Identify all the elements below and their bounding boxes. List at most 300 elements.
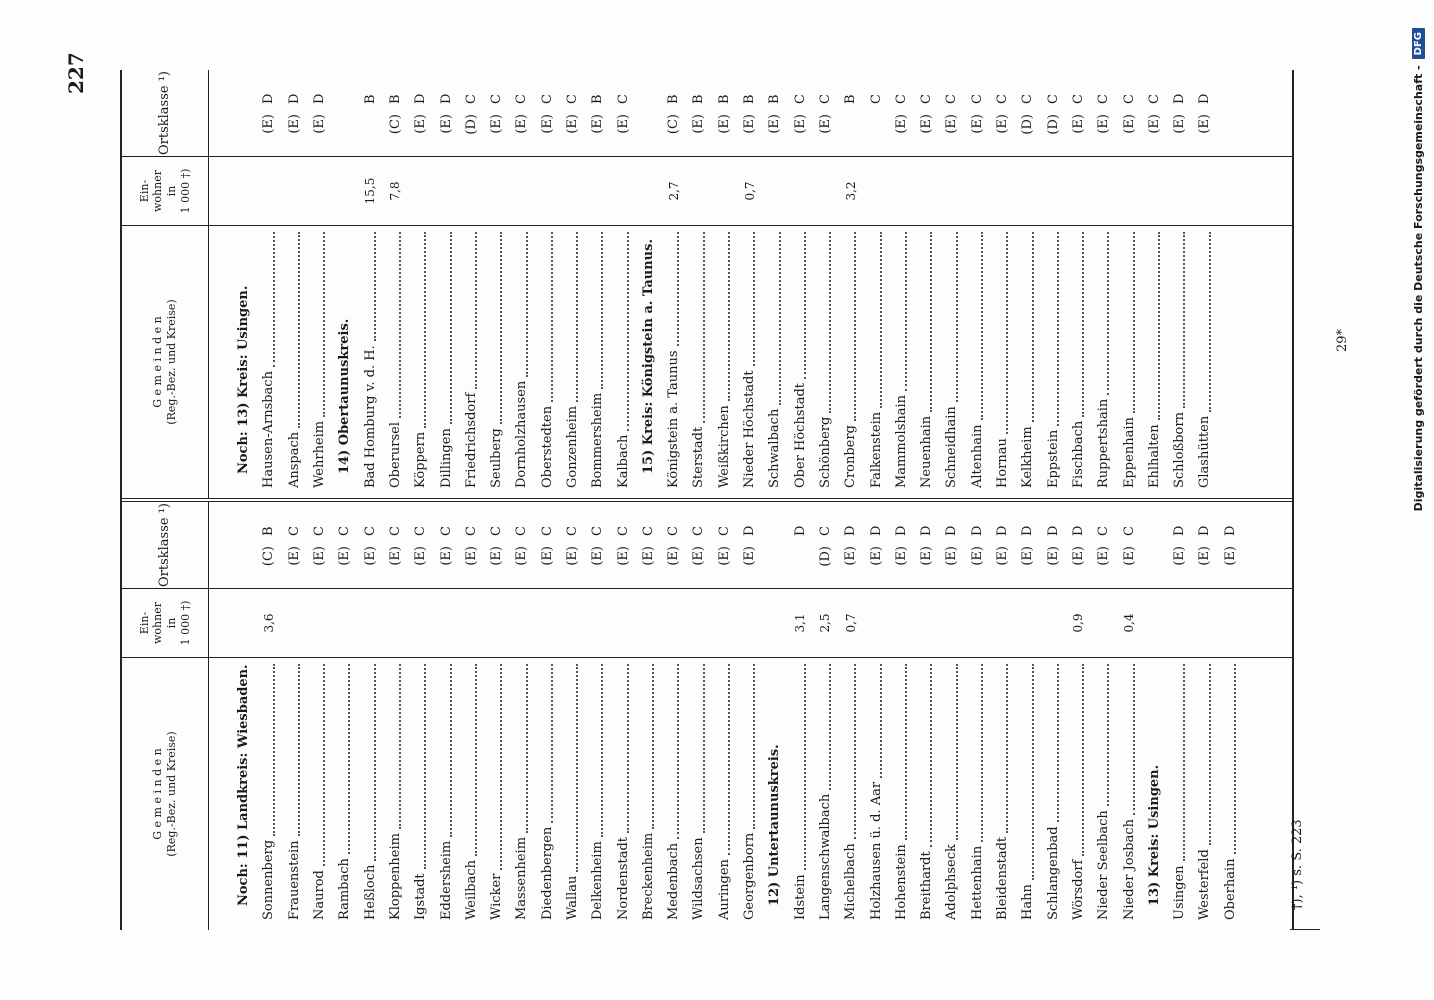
digitization-credit xyxy=(1407,0,1429,1000)
municipality-name: Hausen-Arnsbach xyxy=(261,371,277,488)
class-type: (E) xyxy=(387,546,403,566)
leader-dots xyxy=(473,232,477,389)
class-type: (E) xyxy=(615,114,631,134)
class-type: (C) xyxy=(387,114,403,135)
municipality-name-cell xyxy=(560,226,585,498)
municipality-name: Hornau xyxy=(995,438,1011,488)
class-letter: C xyxy=(337,526,353,536)
municipality-name: Dornholzhausen xyxy=(514,380,530,488)
municipality-name-cell xyxy=(788,226,813,498)
municipality-name: Breckenheim xyxy=(640,832,656,920)
leader-dots xyxy=(928,232,932,412)
right-table-header xyxy=(122,70,209,498)
municipality-name: Mammolshain xyxy=(893,394,909,488)
class-letter: C xyxy=(868,94,884,104)
right-population-column xyxy=(209,156,1292,225)
class-cell xyxy=(282,502,307,588)
municipality-name-cell xyxy=(1218,658,1243,930)
leader-dots xyxy=(1156,232,1160,420)
class-letter: C xyxy=(387,526,403,536)
municipality-name: Kalbach xyxy=(615,434,631,488)
municipality-name: Kloppenheim xyxy=(387,833,403,920)
class-letter: C xyxy=(565,526,580,536)
class-type: (E) xyxy=(312,114,328,134)
municipality-name: Eppenhain xyxy=(1121,417,1137,488)
leader-dots xyxy=(473,664,477,856)
population-cell xyxy=(459,157,484,225)
population-cell xyxy=(484,589,509,657)
class-type: (E) xyxy=(1096,546,1112,566)
header-class: Ortsklasse ¹) xyxy=(156,503,172,588)
class-cell xyxy=(939,70,964,156)
municipality-name: Holzhausen ü. d. Aar xyxy=(868,781,884,920)
class-letter: C xyxy=(792,94,808,104)
municipality-name: Neuenhain xyxy=(919,415,935,488)
municipality-name: Bleidenstadt xyxy=(995,836,1011,920)
municipality-name: Wörsdorf xyxy=(1070,859,1086,920)
population-cell xyxy=(535,589,560,657)
class-type: (E) xyxy=(312,546,328,566)
municipality-name-cell xyxy=(636,658,661,930)
municipality-name-cell xyxy=(863,226,888,498)
header-pop-line1: Ein- xyxy=(137,179,151,203)
leader-dots xyxy=(827,232,831,413)
class-letter: D xyxy=(1197,93,1213,104)
class-cell xyxy=(282,70,307,156)
leader-dots xyxy=(422,232,426,428)
section-heading-text: 15) Kreis: Königstein a. Taunus. xyxy=(640,239,656,474)
municipality-name: Westerfeld xyxy=(1197,849,1213,920)
leader-dots xyxy=(296,232,300,428)
class-type: (E) xyxy=(337,546,353,566)
leader-dots xyxy=(296,664,300,836)
municipality-name-cell xyxy=(838,226,863,498)
population-cell xyxy=(560,157,585,225)
municipality-name-cell xyxy=(965,226,990,498)
header-pop-line2: wohner xyxy=(151,170,165,212)
class-cell xyxy=(939,502,964,588)
municipality-name-cell xyxy=(788,658,813,930)
class-letter: C xyxy=(691,526,707,536)
class-cell xyxy=(762,502,787,588)
class-letter: C xyxy=(565,94,580,104)
leader-dots xyxy=(852,664,856,839)
municipality-name-cell xyxy=(585,226,610,498)
class-letter: D xyxy=(1222,525,1238,536)
class-cell xyxy=(889,70,914,156)
municipality-name: Massenheim xyxy=(514,836,530,920)
class-letter: C xyxy=(286,526,302,536)
class-letter: C xyxy=(969,94,985,104)
population-cell xyxy=(1091,589,1116,657)
class-letter: D xyxy=(312,93,328,104)
class-type: (E) xyxy=(767,114,783,134)
leader-dots xyxy=(928,664,932,847)
leader-dots xyxy=(675,664,679,839)
class-type: (E) xyxy=(1020,546,1036,566)
population-cell: 0,7 xyxy=(742,181,757,201)
population-cell xyxy=(965,157,990,225)
leader-dots xyxy=(1004,664,1008,833)
population-cell xyxy=(1066,157,1091,225)
population-cell xyxy=(686,589,711,657)
municipality-name-cell xyxy=(737,658,762,930)
municipality-name: Idstein xyxy=(792,874,808,920)
leader-dots xyxy=(1055,664,1059,822)
class-letter: C xyxy=(817,526,833,536)
credit-text: Digitalisierung gefördert durch die Deutsche Forschungsgemeinschaft - xyxy=(1411,65,1425,512)
municipality-name-cell xyxy=(661,658,686,930)
class-type: (E) xyxy=(691,546,707,566)
leader-dots xyxy=(1055,232,1059,426)
municipality-name-cell xyxy=(762,226,787,498)
class-letter: D xyxy=(843,525,859,536)
sheet-signature: 29* xyxy=(1335,328,1350,352)
class-cell xyxy=(686,502,711,588)
leader-dots xyxy=(1030,232,1034,422)
municipality-name: Köppern xyxy=(413,431,429,488)
leader-dots xyxy=(701,232,705,423)
class-cell xyxy=(661,502,686,588)
class-cell xyxy=(1192,502,1217,588)
municipality-name-cell xyxy=(1066,226,1091,498)
municipality-name-cell xyxy=(1041,658,1066,930)
class-type: (E) xyxy=(1045,546,1061,566)
class-cell xyxy=(433,502,458,588)
class-type: (E) xyxy=(463,546,479,566)
leader-dots xyxy=(625,664,629,833)
municipality-name-cell xyxy=(256,658,281,930)
header-pop-line4: 1 000 †) xyxy=(178,168,192,214)
municipality-name-cell xyxy=(433,658,458,930)
municipality-name-cell xyxy=(838,658,863,930)
class-letter: D xyxy=(919,525,935,536)
class-letter: D xyxy=(261,93,277,104)
class-letter: D xyxy=(893,525,909,536)
municipality-name-cell xyxy=(939,658,964,930)
left-table-half xyxy=(122,498,1292,930)
municipality-name-cell xyxy=(712,226,737,498)
population-cell xyxy=(686,157,711,225)
class-type: (E) xyxy=(995,114,1011,134)
municipality-name: Anspach xyxy=(286,431,302,488)
class-type: (E) xyxy=(944,114,960,134)
municipality-name-cell xyxy=(1192,226,1217,498)
population-cell xyxy=(408,157,433,225)
population-cell xyxy=(509,589,534,657)
population-cell xyxy=(231,157,256,225)
population-cell xyxy=(307,157,332,225)
municipality-name: Friedrichsdorf xyxy=(463,392,479,488)
header-name-line2: (Reg.-Bez. und Kreise) xyxy=(165,299,178,425)
dfg-logo-icon: DFG xyxy=(1412,28,1425,59)
header-name-line1: G e m e i n d e n xyxy=(151,748,165,840)
left-class-column xyxy=(209,502,1292,588)
municipality-name: Michelbach xyxy=(843,843,859,920)
class-letter: C xyxy=(539,526,555,536)
class-type: (C) xyxy=(261,546,277,567)
municipality-name-cell xyxy=(661,226,686,498)
municipality-name: Altenhain xyxy=(969,424,985,488)
class-cell xyxy=(990,70,1015,156)
header-pop-line3: in xyxy=(165,185,178,197)
population-cell xyxy=(1218,589,1243,657)
class-letter: D xyxy=(969,525,985,536)
class-type: (E) xyxy=(1197,546,1213,566)
class-cell xyxy=(408,502,433,588)
section-heading-text: 14) Obertaunuskreis. xyxy=(337,318,353,474)
leader-dots xyxy=(397,232,401,418)
class-cell xyxy=(509,502,534,588)
class-type: (E) xyxy=(590,114,606,134)
class-letter: C xyxy=(640,526,656,536)
class-letter: C xyxy=(514,526,530,536)
municipality-name: Georgenborn xyxy=(742,832,758,920)
population-cell xyxy=(889,157,914,225)
municipality-name: Hahn xyxy=(1020,884,1036,920)
class-letter: C xyxy=(514,94,530,104)
municipality-name: Wallau xyxy=(565,875,580,920)
leader-dots xyxy=(1105,664,1109,806)
header-name-line2: (Reg.-Bez. und Kreise) xyxy=(165,731,178,857)
class-cell xyxy=(509,70,534,156)
class-cell xyxy=(1015,70,1040,156)
municipality-name-cell xyxy=(1116,226,1141,498)
class-cell xyxy=(636,502,661,588)
section-heading xyxy=(636,226,661,498)
class-cell xyxy=(1116,70,1141,156)
class-letter: C xyxy=(463,94,479,104)
class-letter: B xyxy=(691,94,707,104)
municipality-name: Wehrheim xyxy=(312,420,328,488)
class-cell xyxy=(813,70,838,156)
leader-dots xyxy=(650,664,654,829)
class-type: (E) xyxy=(1172,114,1188,134)
class-letter: B xyxy=(767,94,783,104)
population-cell xyxy=(332,157,357,225)
population-cell xyxy=(1192,157,1217,225)
class-cell xyxy=(712,70,737,156)
class-type: (D) xyxy=(817,546,833,567)
municipality-name-cell xyxy=(889,226,914,498)
class-letter: D xyxy=(1045,525,1061,536)
class-cell xyxy=(1091,70,1116,156)
leader-dots xyxy=(524,232,528,377)
population-cell xyxy=(1041,157,1066,225)
class-cell xyxy=(560,502,585,588)
leader-dots xyxy=(751,232,755,366)
municipality-name-cell xyxy=(1015,658,1040,930)
class-type: (E) xyxy=(489,546,505,566)
population-cell xyxy=(990,157,1015,225)
class-cell xyxy=(383,70,408,156)
municipality-name-cell xyxy=(282,658,307,930)
municipality-name: Igstadt xyxy=(413,873,429,920)
population-cell xyxy=(1116,157,1141,225)
population-cell: 15,5 xyxy=(363,177,378,205)
right-table-half xyxy=(122,70,1292,498)
class-letter: C xyxy=(590,526,606,536)
footnote: †), ¹) s. S. 223 xyxy=(1290,819,1305,910)
municipality-name: Seulberg xyxy=(489,428,505,488)
population-cell xyxy=(712,589,737,657)
class-cell xyxy=(357,502,382,588)
municipality-name: Hettenhain xyxy=(969,845,985,920)
class-type: (E) xyxy=(640,546,656,566)
right-name-column xyxy=(209,225,1292,498)
class-type: (E) xyxy=(514,114,530,134)
population-cell xyxy=(1015,157,1040,225)
municipality-name: Oberursel xyxy=(387,422,403,488)
class-cell xyxy=(1015,502,1040,588)
class-letter: C xyxy=(1096,526,1112,536)
class-cell xyxy=(1167,70,1192,156)
class-letter: D xyxy=(1172,93,1188,104)
class-cell xyxy=(1116,502,1141,588)
class-type: (E) xyxy=(539,114,555,134)
leader-dots xyxy=(498,232,502,424)
leader-dots xyxy=(878,664,882,778)
population-cell xyxy=(1142,157,1167,225)
class-cell xyxy=(737,70,762,156)
municipality-name: Auringen xyxy=(716,859,732,920)
class-letter: C xyxy=(615,526,631,536)
municipality-name-cell xyxy=(990,226,1015,498)
leader-dots xyxy=(1131,664,1135,815)
class-cell xyxy=(1066,70,1091,156)
class-type: (E) xyxy=(1121,546,1137,566)
municipality-name: Schlangenbad xyxy=(1045,826,1061,920)
class-cell xyxy=(863,502,888,588)
header-population xyxy=(122,588,208,657)
header-class: Ortsklasse ¹) xyxy=(156,71,172,156)
leader-dots xyxy=(321,232,325,417)
class-cell xyxy=(408,70,433,156)
class-type: (E) xyxy=(1222,546,1238,566)
class-cell xyxy=(1041,70,1066,156)
municipality-name: Bommersheim xyxy=(590,392,606,488)
class-cell xyxy=(307,70,332,156)
population-cell xyxy=(307,589,332,657)
class-type: (E) xyxy=(514,546,530,566)
municipality-table xyxy=(120,70,1294,930)
municipality-name: Langenschwalbach xyxy=(817,793,833,920)
class-letter: B xyxy=(362,94,378,104)
municipality-name-cell xyxy=(610,658,635,930)
left-population-column xyxy=(209,588,1292,657)
municipality-name-cell xyxy=(535,226,560,498)
leader-dots xyxy=(574,664,578,872)
municipality-name-cell xyxy=(813,226,838,498)
population-cell: 0,9 xyxy=(1071,613,1086,633)
class-letter: C xyxy=(413,526,429,536)
class-cell xyxy=(307,502,332,588)
municipality-name: Adolphseck xyxy=(944,844,960,920)
municipality-name: Cronberg xyxy=(843,425,859,488)
class-type: (E) xyxy=(995,546,1011,566)
leader-dots xyxy=(397,664,401,829)
class-cell xyxy=(256,502,281,588)
municipality-name: Eddersheim xyxy=(438,840,454,920)
municipality-name-cell xyxy=(509,226,534,498)
class-cell xyxy=(788,70,813,156)
municipality-name-cell xyxy=(889,658,914,930)
class-letter: D xyxy=(995,525,1011,536)
class-cell xyxy=(459,70,484,156)
municipality-name-cell xyxy=(408,658,433,930)
header-pop-line2: wohner xyxy=(151,602,165,644)
class-letter: D xyxy=(944,525,960,536)
municipality-name: Schloßborn xyxy=(1172,412,1188,488)
class-letter: C xyxy=(615,94,631,104)
municipality-name-cell xyxy=(307,658,332,930)
municipality-name-cell xyxy=(282,226,307,498)
class-type: (E) xyxy=(413,114,429,134)
population-cell: 3,2 xyxy=(843,181,858,201)
class-cell xyxy=(636,70,661,156)
municipality-name-cell xyxy=(1091,658,1116,930)
class-cell xyxy=(1066,502,1091,588)
municipality-name: Falkenstein xyxy=(868,411,884,488)
page-number: 227 xyxy=(64,52,88,94)
municipality-name-cell xyxy=(737,226,762,498)
class-cell xyxy=(585,502,610,588)
class-type: (D) xyxy=(463,114,479,135)
header-municipalities xyxy=(122,657,208,930)
class-letter: C xyxy=(1096,94,1112,104)
municipality-name: Rambach xyxy=(337,858,353,920)
section-heading-text: 12) Untertaunuskreis. xyxy=(767,744,783,906)
municipality-name: Ruppertshain xyxy=(1096,398,1112,488)
class-type: (E) xyxy=(716,546,732,566)
class-cell xyxy=(762,70,787,156)
municipality-name-cell xyxy=(939,226,964,498)
municipality-name-cell xyxy=(484,226,509,498)
leader-dots xyxy=(1105,232,1109,395)
leader-dots xyxy=(979,664,983,842)
header-population xyxy=(122,156,208,225)
population-cell xyxy=(863,157,888,225)
population-cell xyxy=(357,589,382,657)
footnote-rule xyxy=(1290,929,1320,930)
section-heading xyxy=(332,226,357,498)
population-cell: 0,4 xyxy=(1122,613,1137,633)
leader-dots xyxy=(954,664,958,840)
class-type: (E) xyxy=(565,114,580,134)
leader-dots xyxy=(321,664,325,866)
leader-dots xyxy=(448,664,452,837)
leader-dots xyxy=(1207,232,1211,412)
municipality-name-cell xyxy=(383,658,408,930)
municipality-name-cell xyxy=(1041,226,1066,498)
municipality-name-cell xyxy=(1066,658,1091,930)
municipality-name-cell xyxy=(256,226,281,498)
municipality-name-cell xyxy=(610,226,635,498)
class-type: (E) xyxy=(1172,546,1188,566)
municipality-name-cell xyxy=(383,226,408,498)
class-cell xyxy=(1142,502,1167,588)
class-type: (E) xyxy=(817,114,833,134)
class-cell xyxy=(610,502,635,588)
municipality-name: Delkenheim xyxy=(590,841,606,920)
leader-dots xyxy=(1232,664,1236,854)
class-letter: C xyxy=(539,94,555,104)
header-pop-line3: in xyxy=(165,617,178,629)
class-type: (E) xyxy=(362,546,378,566)
leader-dots xyxy=(1131,232,1135,413)
class-type: (E) xyxy=(969,546,985,566)
class-letter: C xyxy=(1045,94,1061,104)
